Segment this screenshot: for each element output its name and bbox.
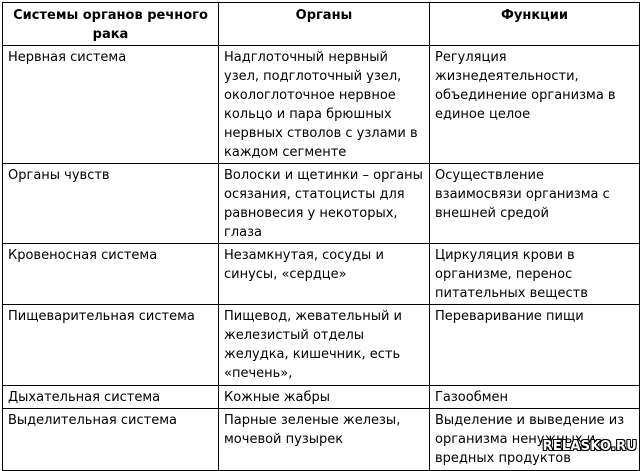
cell-functions: Выделение и выведение из организма ненужных и вредных продуктов <box>430 409 640 471</box>
table-row <box>3 46 640 164</box>
cell-system: Кровеносная система <box>3 244 219 305</box>
cell-functions: Переваривание пищи <box>430 305 640 386</box>
header-organs: Органы <box>219 3 430 46</box>
cell-functions: Регуляция жизнедеятельности, объединение организма в единое целое <box>430 46 640 164</box>
table-row <box>3 386 640 409</box>
cell-organs: Надглоточный нервный узел, подглоточный узел, окологлоточное нервное кольцо и пара брюшных нервных стволов с узлами в каждом сегменте <box>219 46 430 164</box>
cell-system: Органы чувств <box>3 164 219 244</box>
cell-functions: Циркуляция крови в организме, перенос питательных веществ <box>430 244 640 305</box>
crayfish-organ-systems-table <box>2 2 640 471</box>
cell-organs: Кожные жабры <box>219 386 430 409</box>
header-row <box>3 3 640 46</box>
cell-system: Пищеварительная система <box>3 305 219 386</box>
cell-system: Выделительная система <box>3 409 219 471</box>
header-systems: Системы органов речного рака <box>3 3 219 46</box>
cell-organs: Незамкнутая, сосуды и синусы, «сердце» <box>219 244 430 305</box>
cell-functions: Газообмен <box>430 386 640 409</box>
table-row <box>3 305 640 386</box>
table-row <box>3 164 640 244</box>
header-functions: Функции <box>430 3 640 46</box>
table-row <box>3 244 640 305</box>
cell-organs: Волоски и щетинки – органы осязания, статоцисты для равновесия у некоторых, глаза <box>219 164 430 244</box>
cell-functions: Осуществление взаимосвязи организма с внешней средой <box>430 164 640 244</box>
cell-organs: Парные зеленые железы, мочевой пузырек <box>219 409 430 471</box>
cell-organs: Пищевод, жевательный и железистый отделы желудка, кишечник, есть «печень», <box>219 305 430 386</box>
cell-system: Дыхательная система <box>3 386 219 409</box>
site-watermark: RELASKO.RU <box>542 439 637 454</box>
cell-system: Нервная система <box>3 46 219 164</box>
